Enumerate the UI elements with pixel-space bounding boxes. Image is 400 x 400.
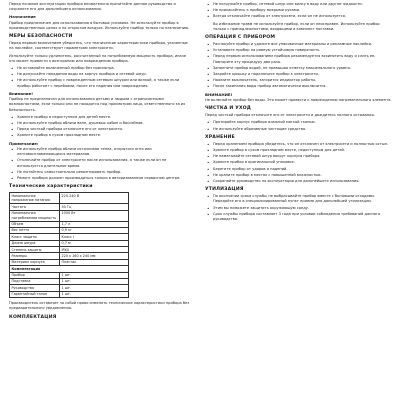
spec-key: Объем: [10, 221, 60, 227]
list-item: • Не прикасайтесь к прибору мокрыми руками.: [205, 8, 393, 13]
spec-key: Прибор: [10, 272, 60, 278]
spec-value: 0,7 м: [60, 240, 129, 246]
spec-value: IPX0: [60, 247, 129, 253]
operation-heading: ОПЕРАЦИЯ С ПРИБОРОМ: [205, 35, 276, 41]
top-list: [205, 2, 393, 20]
note-list: [9, 147, 191, 181]
list-item: • Всегда отключайте прибор от электросети, если он не используется.: [205, 14, 393, 19]
list-item: • Не используйте прибор с поврежденным сетевым шнуром или вилкой, а также если прибор работает с перебоями, после его падения или повреждения.: [9, 78, 191, 88]
list-item: • Не используйте прибор вблизи источников тепла, открытого огня или легковоспламеняющихся материалов.: [9, 147, 191, 157]
list-item: • Не используйте абразивные чистящие средства.: [205, 127, 393, 132]
spec-section-title: Комплектация: [10, 266, 129, 272]
spec-key: Руководство: [10, 285, 60, 291]
spec-value: Пластик: [60, 259, 129, 265]
list-item: • Храните прибор в оригинальной упаковке.: [205, 160, 393, 165]
spec-key: Материал корпуса: [10, 259, 60, 265]
list-item: • Установите прибор на ровную устойчивую поверхность.: [205, 48, 393, 53]
spec-key: Частота: [10, 204, 60, 210]
spec-key: Размеры: [10, 253, 60, 259]
list-item: • Не храните прибор в местах с повышенной влажностью.: [205, 173, 393, 178]
list-item: • Храните прибор в недоступном для детей месте.: [9, 115, 191, 120]
purpose-heading: Назначение: [9, 14, 36, 20]
recycling-list: [205, 194, 393, 222]
children-heading: Внимание!: [9, 90, 34, 96]
list-item: • Храните прибор в сухом прохладном месте, недоступном для детей.: [205, 148, 393, 153]
spec-key: Класс защиты: [10, 234, 60, 240]
spec-value: 0,9 кг: [60, 227, 129, 233]
safety-list: [9, 66, 191, 89]
children-text: Прибор не предназначен для использования детьми и людьми с ограниченными возможностями, если только они не находятся под присмотром лица, ответственного за их безопасность.: [9, 97, 186, 112]
list-item: • Ремонт прибора должен производиться только в авторизованном сервисном центре.: [9, 176, 191, 181]
list-item: • Не погружайте прибор, сетевой шнур или вилку в воду или другие жидкости.: [205, 2, 393, 7]
note-heading: Примечание:: [9, 140, 39, 146]
list-item: • Закройте крышку и подключите прибор к электросети.: [205, 72, 393, 77]
list-item: • Не оставляйте включенный прибор без присмотра.: [9, 66, 191, 71]
safety-text: Перед первым включением убедитесь, что технические характеристики прибора, указанные на наклейке, соответствуют параметрам электросети.: [9, 41, 188, 51]
spec-key: Номинальная потребляемая мощность: [10, 210, 60, 221]
list-item: • Не допускайте попадания воды на корпус прибора и сетевой шнур.: [9, 72, 191, 77]
list-item: • По окончании срока службы не выбрасывайте прибор вместе с бытовыми отходами. Передайте его в специализированный пункт приема для дальнейшей утилизации.: [205, 194, 393, 204]
cleaning-text: Перед чисткой прибора отключите его от электросети и дождитесь полного остывания.: [205, 113, 375, 118]
spec-value: Класс I: [60, 234, 129, 240]
spec-key: Длина шнура: [10, 240, 60, 246]
spec-value: 1000 Вт: [60, 210, 129, 221]
spec-value: 220 х 160 х 240 мм: [60, 253, 129, 259]
spec-value: 220-240 В: [60, 193, 129, 204]
intro-text: Перед началом эксплуатации прибора внимательно прочитайте данное руководство и сохраните его для дальнейшего использования.: [9, 2, 176, 12]
table-row: [10, 291, 129, 297]
spec-value: 1 шт.: [60, 272, 129, 278]
list-item: • Сохраняйте руководство по эксплуатации для дальнейшего использования.: [205, 179, 393, 184]
cleaning-heading: ЧИСТКА И УХОД: [205, 106, 252, 112]
list-item: • Перед первым использованием прибора рекомендуется вскипятить воду и слить ее. Повторите эту процедуру два раза.: [205, 54, 393, 64]
table-row: [10, 193, 129, 204]
list-item: • Не наматывайте сетевой шнур вокруг корпуса прибора.: [205, 154, 393, 159]
spec-key: Гарантийный талон: [10, 291, 60, 297]
specs-heading: Технические характеристики: [9, 184, 93, 190]
specs-footer: Производитель оставляет за собой право изменять технические характеристики прибора без предварительного уведомления.: [9, 301, 190, 311]
spec-key: Номинальное напряжение питания: [10, 193, 60, 204]
cleaning-list: [205, 120, 393, 131]
spec-value: 1 шт.: [60, 278, 129, 284]
list-item: • Перед чисткой прибора отключите его от электросети.: [9, 127, 191, 132]
spec-key: Степень защиты: [10, 247, 60, 253]
spec-value: 1,7 л: [60, 221, 129, 227]
list-item: • Не используйте прибор вблизи ванн, душевых кабин и бассейнов.: [9, 121, 191, 126]
list-item: • Этим вы поможете защитить окружающую среду.: [205, 206, 393, 211]
attention-text: Не включайте прибор без воды. Это может привести к повреждению нагревательного элемента.: [205, 98, 392, 103]
spec-key: Подставка: [10, 278, 60, 284]
safety-text-2: Используйте только удлинитель, рассчитанный на потребляемую мощность прибора, иначе это может привести к возгоранию или повреждению прибора.: [9, 53, 187, 63]
list-item: • Протирайте корпус прибора влажной мягкой тканью.: [205, 120, 393, 125]
list-item: • Отключайте прибор от электросети после использования, а также если он не используется длительное время.: [9, 158, 191, 168]
table-row: [10, 210, 129, 221]
storage-heading: ХРАНЕНИЕ: [205, 134, 235, 140]
list-item: • После закипания воды прибор автоматически выключится.: [205, 84, 393, 89]
list-item: • Перед хранением прибора убедитесь, что он отключен от электросети и полностью остыл.: [205, 142, 393, 147]
spec-key: Вес нетто: [10, 227, 60, 233]
top-text: Во избежание травм не используйте прибор, если он неисправен. Используйте прибор только с принадлежностями, входящими в комплект поставки.: [213, 21, 380, 31]
list-item: • Нажмите выключатель, загорится индикатор работы.: [205, 78, 393, 83]
left-column: [9, 2, 191, 322]
spec-value: 1 шт.: [60, 291, 129, 297]
list-item: • Распакуйте прибор и удалите все упаковочные материалы и рекламные наклейки.: [205, 42, 393, 47]
spec-value: 50 Гц: [60, 204, 129, 210]
list-item: • Заполните прибор водой, не превышая отметку максимального уровня.: [205, 66, 393, 71]
spec-value: 1 шт.: [60, 285, 129, 291]
purpose-text: Прибор предназначен для использования в бытовых условиях. Не используйте прибор в производственных целях и на открытом воздухе. Используйте прибор только по назначению.: [9, 20, 190, 31]
operation-list: [205, 42, 393, 90]
list-item: • Храните прибор в сухом прохладном месте.: [9, 133, 191, 138]
list-item: • Не пытайтесь самостоятельно ремонтировать прибор.: [9, 170, 191, 175]
recycling-heading: УТИЛИЗАЦИЯ: [205, 187, 244, 193]
storage-list: [205, 142, 393, 184]
specs-table: [9, 192, 129, 298]
list-item: • Срок службы прибора составляет 3 года при условии соблюдения требований данного руководства.: [205, 212, 393, 222]
bottom-heading: КОМПЛЕКТАЦИЯ: [9, 314, 57, 320]
attention-heading: ВНИМАНИЕ!: [205, 91, 233, 97]
list-item: • Берегите прибор от ударов и падений.: [205, 167, 393, 172]
safety-heading: МЕРЫ БЕЗОПАСНОСТИ: [9, 34, 73, 40]
children-list: [9, 115, 191, 139]
right-column: [205, 2, 393, 224]
